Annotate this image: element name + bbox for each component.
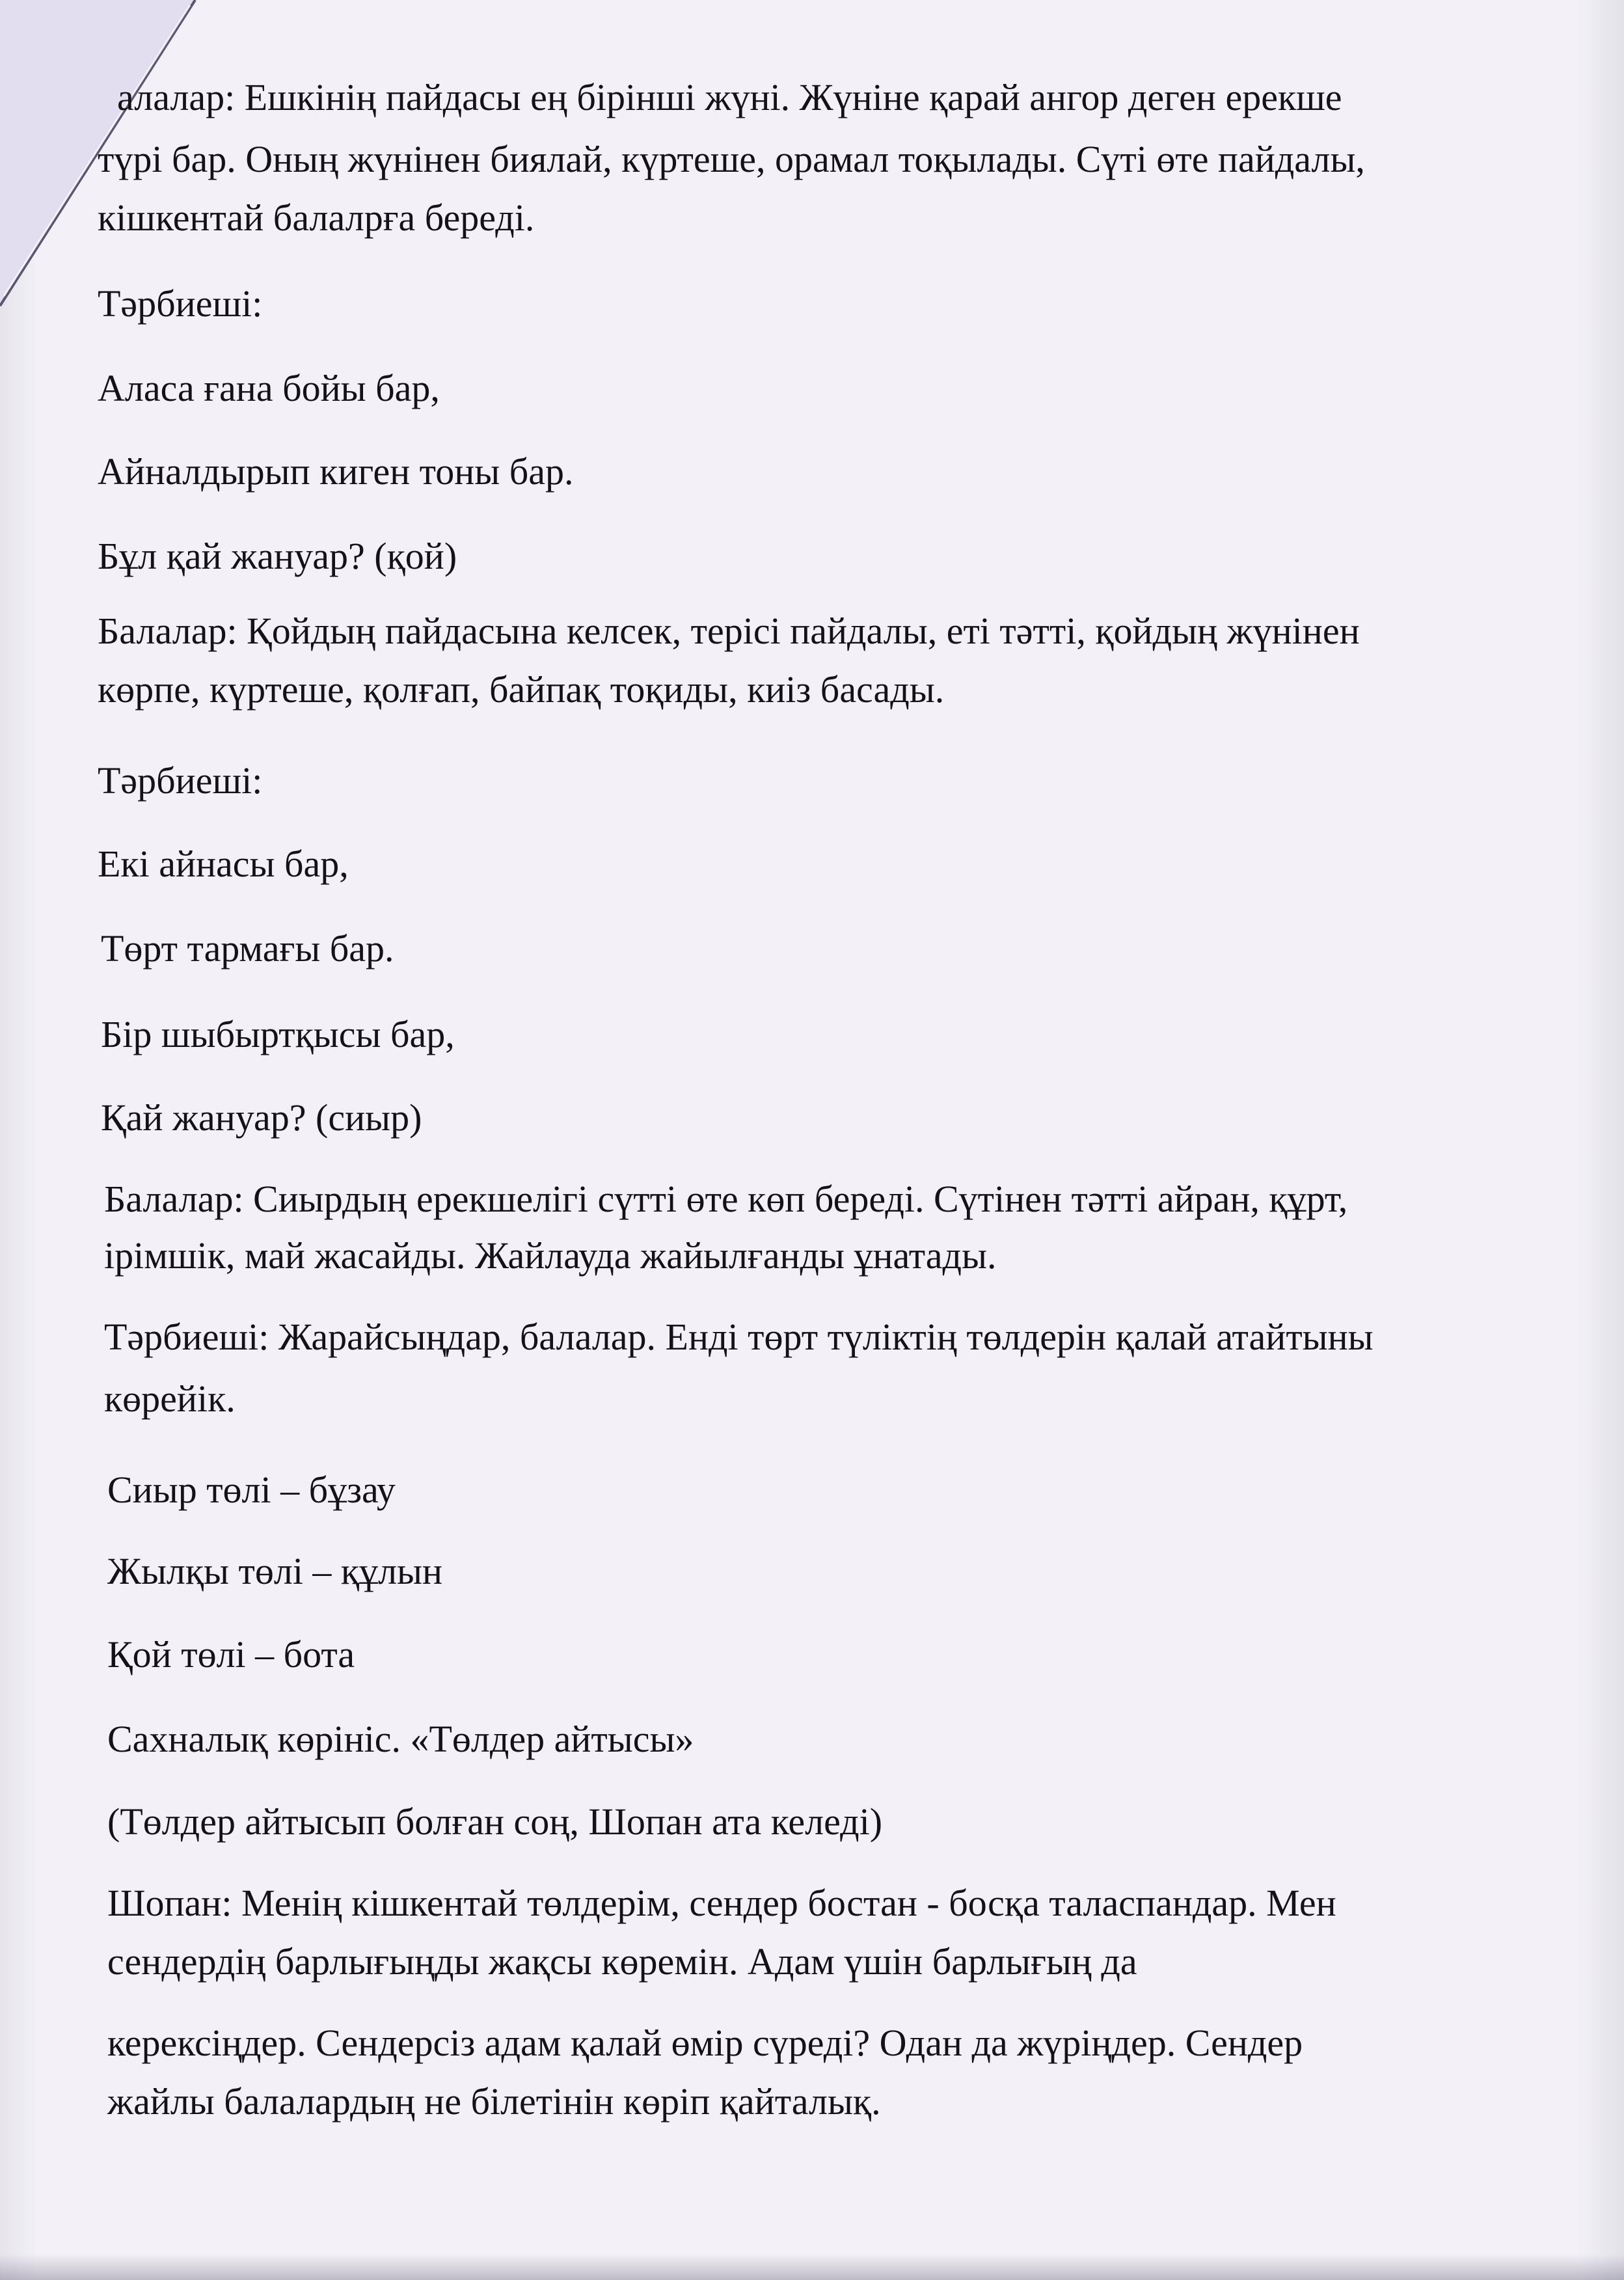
text-line-1: алалар: Ешкінің пайдасы ең бірінші жүні. Жүніне қарай ангор деген ерекше (117, 76, 1342, 118)
text-line-15: Балалар: Сиырдың ерекшелігі сүтті өте көп береді. Сүтінен тәтті айран, құрт, (104, 1178, 1348, 1220)
text-line-12: Төрт тармағы бар. (101, 927, 394, 970)
text-line-24: Шопан: Менің кішкентай төлдерім, сендер бостан - босқа таласпандар. Мен (107, 1882, 1336, 1924)
text-line-10: Тәрбиеші: (98, 759, 263, 802)
text-line-6: Айналдырып киген тоны бар. (98, 450, 574, 493)
text-line-27: жайлы балалардың не білетінін көріп қайталық. (107, 2080, 881, 2123)
text-line-4: Тәрбиеші: (98, 282, 263, 325)
text-line-11: Екі айнасы бар, (98, 843, 349, 885)
text-line-19: Сиыр төлі – бұзау (107, 1469, 396, 1511)
text-line-17: Тәрбиеші: Жарайсыңдар, балалар. Енді төрт түліктің төлдерін қалай атайтыны (104, 1316, 1374, 1358)
page-bottom-edge (0, 2254, 1624, 2280)
text-line-7: Бұл қай жануар? (қой) (98, 535, 457, 577)
text-line-5: Аласа ғана бойы бар, (98, 367, 440, 409)
text-line-20: Жылқы төлі – құлын (107, 1550, 443, 1592)
text-line-9: көрпе, күртеше, қолғап, байпақ тоқиды, киіз басады. (98, 668, 945, 711)
text-line-16: ірімшік, май жасайды. Жайлауда жайылғанды ұнатады. (104, 1234, 997, 1277)
text-line-25: сендердің барлығыңды жақсы көремін. Адам үшін барлығың да (107, 1940, 1137, 1983)
text-line-18: көрейік. (104, 1378, 236, 1420)
text-line-14: Қай жануар? (сиыр) (101, 1096, 422, 1139)
text-line-8: Балалар: Қойдың пайдасына келсек, терісі пайдалы, еті тәтті, қойдың жүнінен (98, 610, 1360, 652)
text-line-21: Қой төлі – бота (107, 1633, 355, 1676)
text-line-23: (Төлдер айтысып болған соң, Шопан ата келеді) (107, 1800, 883, 1843)
text-line-2: түрі бар. Оның жүнінен биялай, күртеше, орамал тоқылады. Сүті өте пайдалы, (98, 138, 1365, 180)
text-line-22: Сахналық көрініс. «Төлдер айтысы» (107, 1718, 694, 1760)
text-line-26: керексіңдер. Сендерсіз адам қалай өмір сүреді? Одан да жүріңдер. Сендер (107, 2022, 1303, 2064)
text-line-3: кішкентай балалрға береді. (98, 197, 535, 239)
text-line-13: Бір шыбыртқысы бар, (101, 1013, 455, 1055)
